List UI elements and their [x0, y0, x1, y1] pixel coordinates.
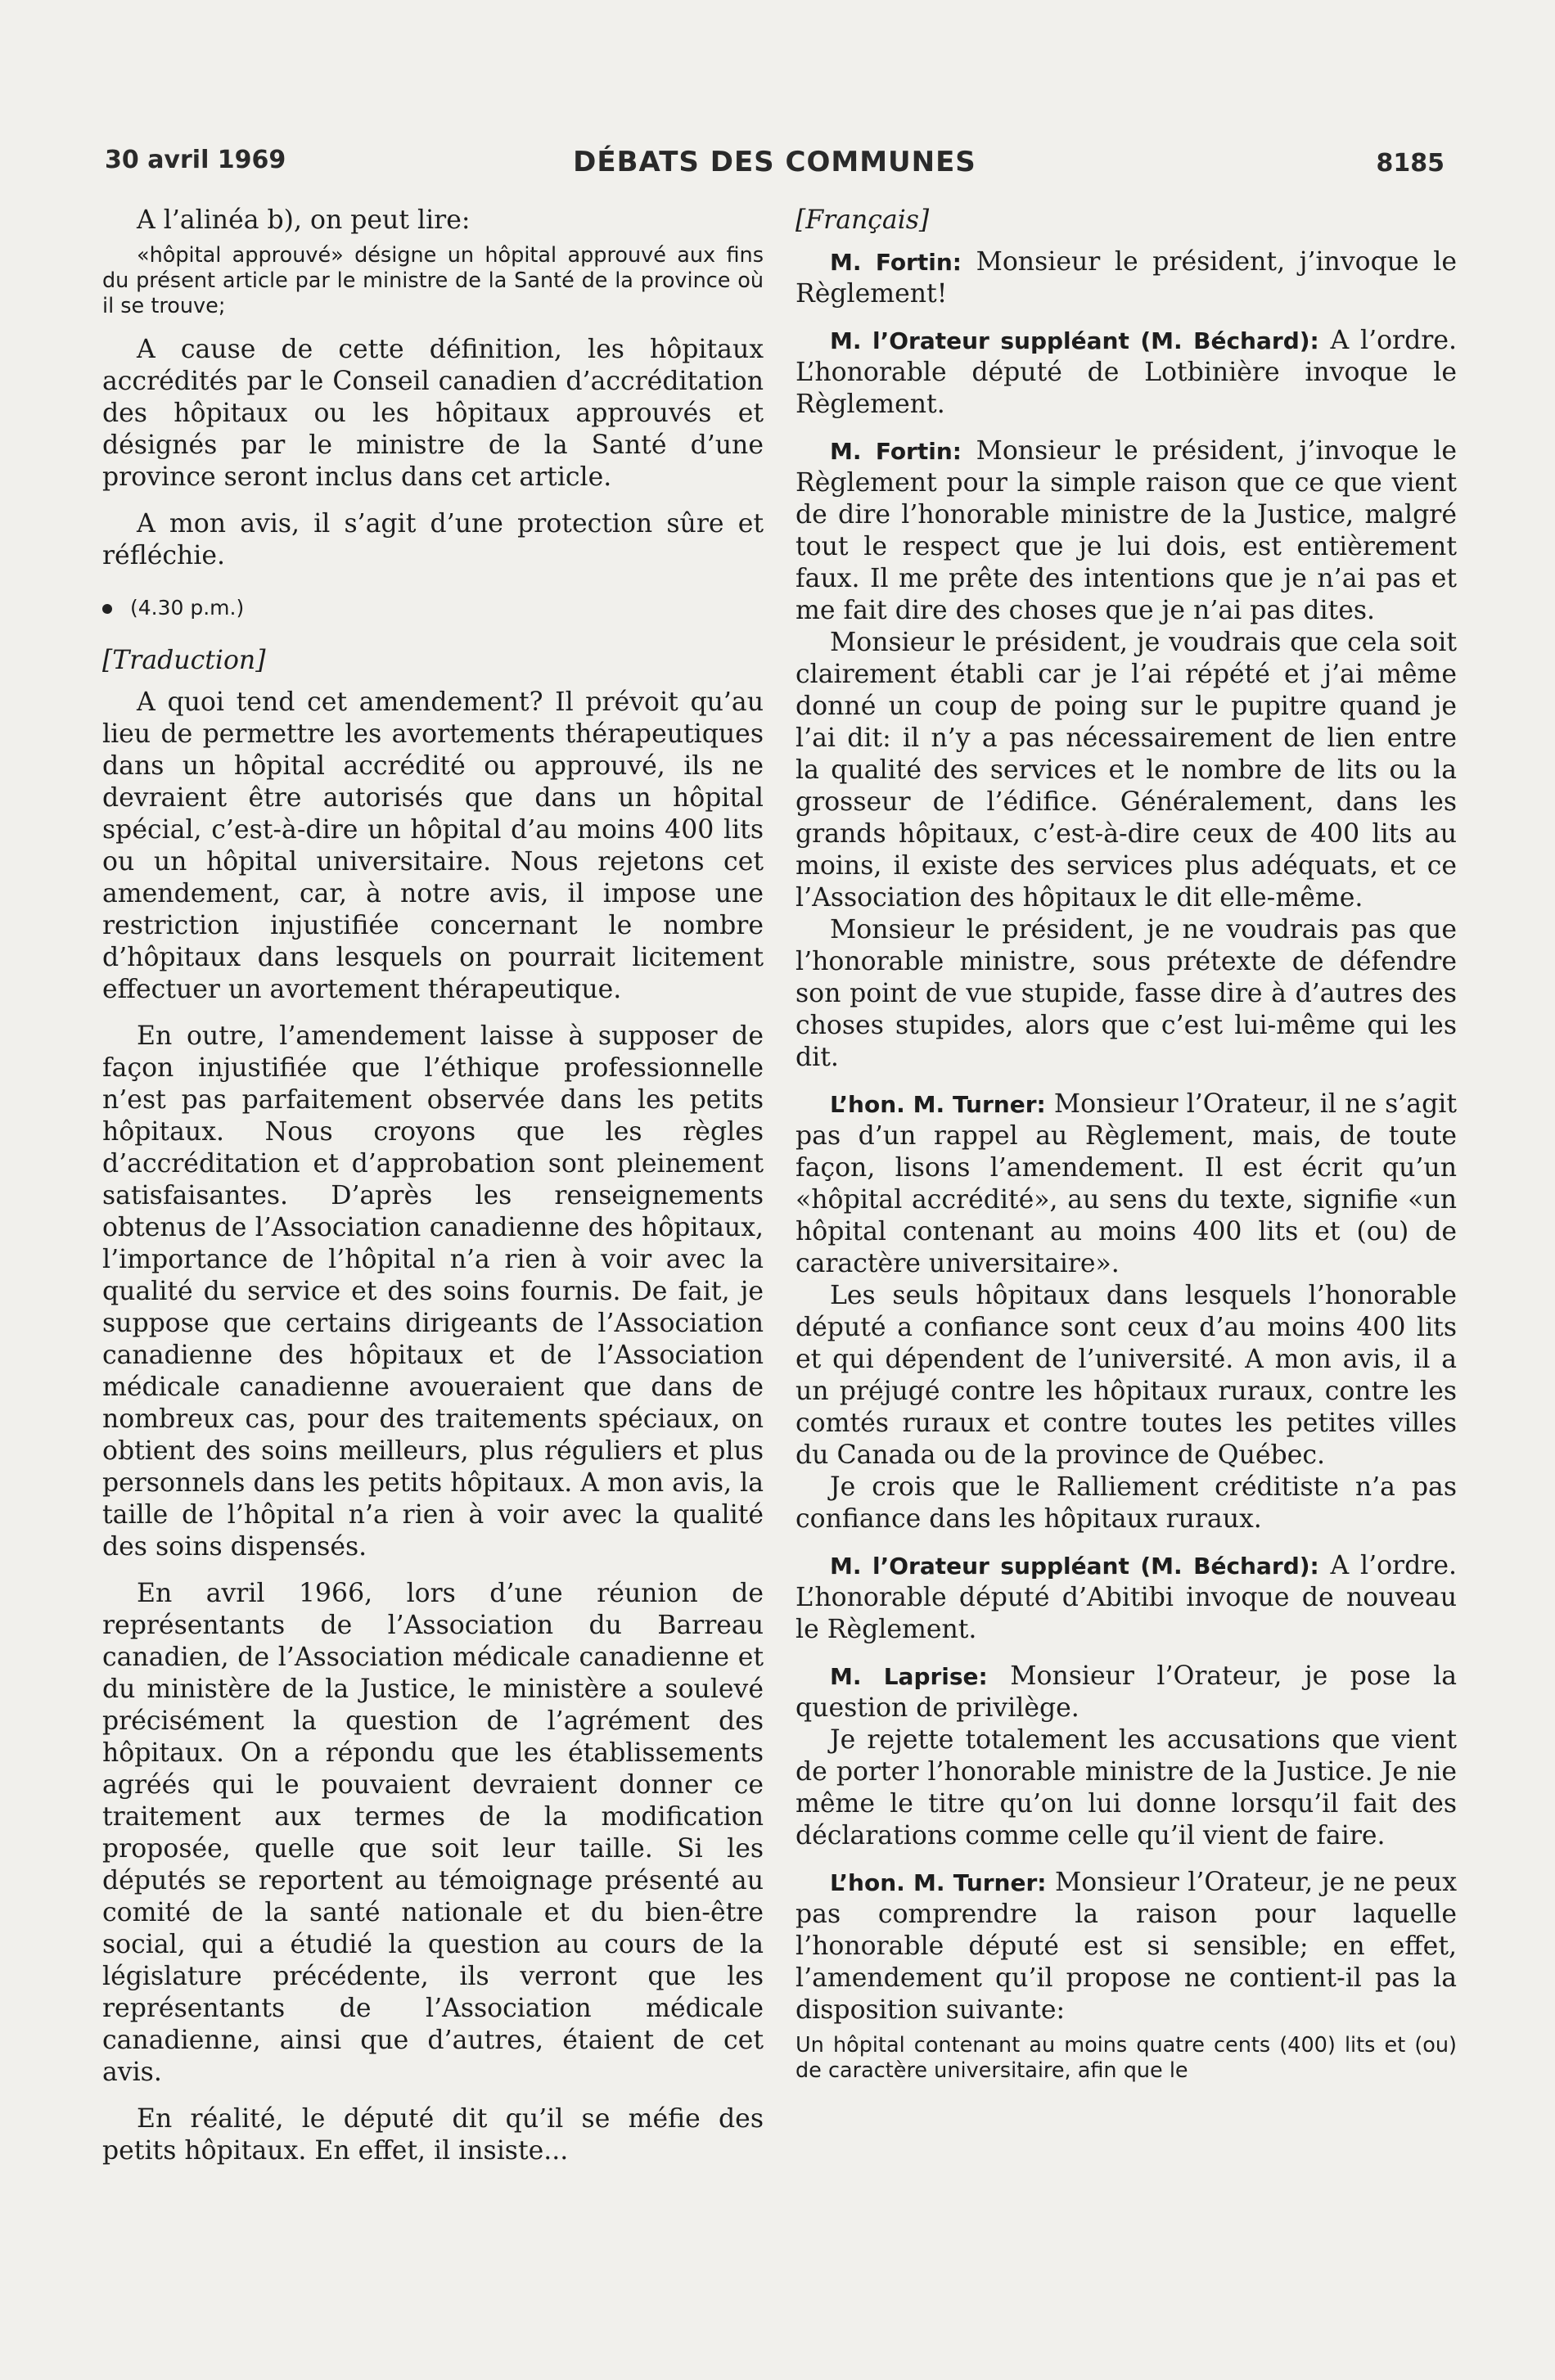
- speech: [796, 1089, 1457, 1280]
- quoted-definition: «hôpital approuvé» désigne un hôpital approuvé aux fins du présent article par le ministre de la Santé de la province où il se trouve;: [102, 243, 764, 318]
- time-text: (4.30 p.m.): [130, 596, 245, 620]
- paragraph: A mon avis, il s’agit d’une protection sûre et réfléchie.: [102, 509, 764, 570]
- speaker-name: L’hon. M. Turner:: [830, 1869, 1047, 1896]
- speech: [796, 435, 1457, 627]
- paragraph: En avril 1966, lors d’une réunion de représentants de l’Association du Barreau canadien, de l’Association médicale canadienne et du ministère de la Justice, le ministère a soulevé précisément la question de l’agrément des hôpitaux. On a répondu que les établissements agréés qui le pouvaient devraient donner ce traitement aux termes de la modification proposée, quelle que soit leur taille. Si les députés se reportent au témoignage présenté au comité de la santé nationale et du bien-être social, qui a étudié la question au cours de la législature précédente, ils verront que les représentants de l’Association médicale canadienne, ainsi que d’autres, étaient de cet avis.: [102, 1579, 764, 2087]
- paragraph: Monsieur le président, je ne voudrais pas que l’honorable ministre, sous prétexte de défendre son point de vue stupide, fasse dire à d’autres des choses stupides, alors que c’est lui-même qui les dit.: [796, 915, 1457, 1072]
- paragraph: Je rejette totalement les accusations que vient de porter l’honorable ministre de la Justice. Je nie même le titre qu’on lui donne lorsqu’il fait des déclarations comme celle qu’il vient de faire.: [796, 1725, 1457, 1850]
- header-title: DÉBATS DES COMMUNES: [573, 146, 976, 178]
- language-marker: [Français]: [796, 205, 930, 235]
- language-marker: [Traduction]: [102, 646, 266, 675]
- speech-text: Monsieur l’Orateur, je pose la question de privilège.: [796, 1661, 1457, 1723]
- speaker-name: M. Fortin:: [830, 249, 962, 276]
- speaker-name: M. Fortin:: [830, 438, 962, 465]
- page-number: 8185: [1376, 149, 1445, 178]
- paragraph: Les seuls hôpitaux dans lesquels l’honorable député a confiance sont ceux d’au moins 400 lits et qui dépendent de l’université. A mon avis, il a un préjugé contre les hôpitaux ruraux, contre les comtés ruraux et contre toutes les petites villes du Canada ou de la province de Québec.: [796, 1281, 1457, 1470]
- header-date: 30 avril 1969: [105, 146, 286, 174]
- bullet-dot-icon: [102, 604, 112, 614]
- speech: [796, 1867, 1457, 2026]
- speech: [796, 1661, 1457, 1724]
- speech-text: Monsieur le président, j’invoque le Règlement!: [796, 247, 1457, 309]
- speech-text: A l’ordre. L’honorable député d’Abitibi invoque de nouveau le Règlement.: [796, 1551, 1457, 1644]
- paragraph: A l’alinéa b), on peut lire:: [137, 205, 471, 235]
- speech-text: Monsieur l’Orateur, je ne peux pas comprendre la raison pour laquelle l’honorable député est si sensible; en effet, l’amendement qu’il propose ne contient-il pas la disposition suivante:: [796, 1868, 1457, 2025]
- time-marker: [102, 592, 764, 624]
- speaker-name: M. l’Orateur suppléant (M. Béchard):: [830, 1553, 1319, 1580]
- speech: [796, 1550, 1457, 1646]
- speech-text: Monsieur l’Orateur, il ne s’agit pas d’un rappel au Règlement, mais, de toute façon, lisons l’amendement. Il est écrit qu’un «hôpital accrédité», au sens du texte, signifie «un hôpital contenant au moins 400 lits et (ou) de caractère universitaire».: [796, 1089, 1457, 1278]
- paragraph: Je crois que le Ralliement créditiste n’a pas confiance dans les hôpitaux ruraux.: [796, 1472, 1457, 1534]
- speech-text: Monsieur le président, j’invoque le Règlement pour la simple raison que ce que vient de dire l’honorable ministre de la Justice, malgré tout le respect que je lui dois, est entièrement faux. Il me prête des intentions que je n’ai pas et me fait dire des choses que je n’ai pas dites.: [796, 436, 1457, 625]
- paragraph: A cause de cette définition, les hôpitaux accrédités par le Conseil canadien d’accréditation des hôpitaux ou les hôpitaux approuvés et désignés par le ministre de la Santé d’une province seront inclus dans cet article.: [102, 335, 764, 492]
- speaker-name: M. l’Orateur suppléant (M. Béchard):: [830, 327, 1319, 354]
- speech: [796, 325, 1457, 421]
- quoted-amendment: Un hôpital contenant au moins quatre cents (400) lits et (ou) de caractère universitaire, afin que le: [796, 2033, 1457, 2083]
- left-column: [102, 205, 764, 2167]
- speaker-name: L’hon. M. Turner:: [830, 1091, 1046, 1118]
- page-header: [105, 146, 1445, 187]
- paragraph: A quoi tend cet amendement? Il prévoit qu’au lieu de permettre les avortements thérapeutiques dans un hôpital accrédité ou approuvé, ils ne devraient être autorisés que dans un hôpital spécial, c’est-à-dire un hôpital d’au moins 400 lits ou un hôpital universitaire. Nous rejetons cet amendement, car, à notre avis, il impose une restriction injustifiée concernant le nombre d’hôpitaux dans lesquels on pourrait licitement effectuer un avortement thérapeutique.: [102, 687, 764, 1004]
- speech: [796, 246, 1457, 310]
- paragraph: En réalité, le député dit qu’il se méfie des petits hôpitaux. En effet, il insiste...: [102, 2104, 764, 2166]
- paragraph: Monsieur le président, je voudrais que cela soit clairement établi car je l’ai répété et j’ai même donné un coup de poing sur le pupitre quand je l’ai dit: il n’y a pas nécessairement de lien entre la qualité des services et le nombre de lits ou la grosseur de l’édifice. Généralement, dans les grands hôpitaux, c’est-à-dire ceux de 400 lits au moins, il existe des services plus adéquats, et ce l’Association des hôpitaux le dit elle-même.: [796, 628, 1457, 913]
- speech-text: A l’ordre. L’honorable député de Lotbinière invoque le Règlement.: [796, 326, 1457, 419]
- paragraph: En outre, l’amendement laisse à supposer de façon injustifiée que l’éthique professionnelle n’est pas parfaitement observée dans les petits hôpitaux. Nous croyons que les règles d’accréditation et d’approbation sont pleinement satisfaisantes. D’après les renseignements obtenus de l’Association canadienne des hôpitaux, l’importance de l’hôpital n’a rien à voir avec la qualité du service et des soins fournis. De fait, je suppose que certains dirigeants de l’Association canadienne des hôpitaux et de l’Association médicale canadienne avoueraient que dans de nombreux cas, pour des traitements spéciaux, on obtient des soins meilleurs, plus réguliers et plus personnels dans les petits hôpitaux. A mon avis, la taille de l’hôpital n’a rien à voir avec la qualité des soins dispensés.: [102, 1021, 764, 1562]
- speaker-name: M. Laprise:: [830, 1663, 988, 1690]
- right-column: [796, 205, 1457, 2084]
